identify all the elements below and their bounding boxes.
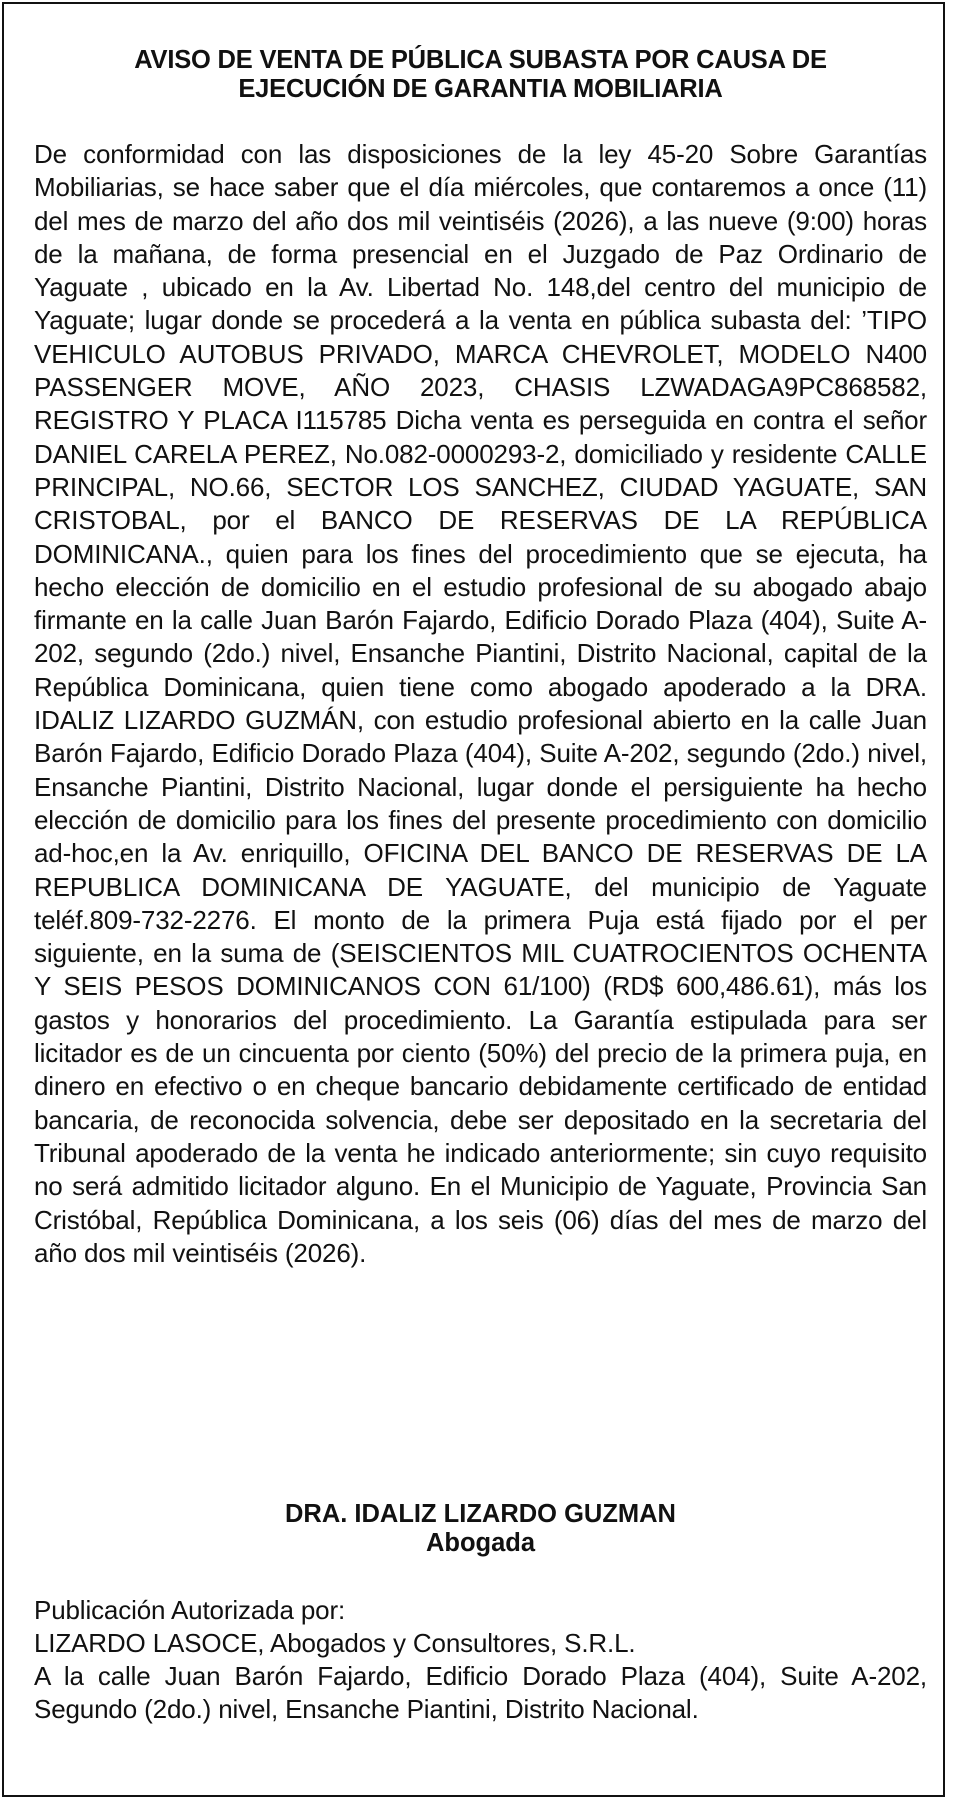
- signatory-name: DRA. IDALIZ LIZARDO GUZMAN: [285, 1500, 676, 1528]
- publication-block: [34, 1594, 927, 1726]
- notice-title: [34, 46, 927, 104]
- publication-label: Publicación Autorizada por:: [34, 1595, 346, 1625]
- notice-title-line-2: EJECUCIÓN DE GARANTIA MOBILIARIA: [238, 75, 723, 103]
- signature-block: [34, 1500, 927, 1558]
- signatory-role: Abogada: [425, 1529, 536, 1557]
- notice-body: De conformidad con las disposiciones de la ley 45-20 Sobre Garantías Mobiliarias, se hace saber que el día miércoles, que contaremos a once (11) del mes de marzo del año dos mil veintiséis (2026), a las nueve (9:00) horas de la mañana, de forma presencial en el Juzgado de Paz Ordinario de Yaguate , ubicado en la Av. Libertad No. 148,del centro del municipio de Yaguate; lugar donde se procederá a la venta en pública subasta del: ’TIPO VEHICULO AUTOBUS PRIVADO, MARCA CHEVROLET, MODELO N400 PASSENGER MOVE, AÑO 2023, CHASIS LZWADAGA9PC868582, REGISTRO Y PLACA I115785 Dicha venta es perseguida en contra el señor DANIEL CARELA PEREZ, No.082-0000293-2, domiciliado y residente CALLE PRINCIPAL, NO.66, SECTOR LOS SANCHEZ, CIUDAD YAGUATE, SAN CRISTOBAL, por el BANCO DE RESERVAS DE LA REPÚBLICA DOMINICANA., quien para los fines del procedimiento que se ejecuta, ha hecho elección de domicilio en el estudio profesional de su abogado abajo firmante en la calle Juan Barón Fajardo, Edificio Dorado Plaza (404), Suite A-202, segundo (2do.) nivel, Ensanche Piantini, Distrito Nacional, capital de la República Dominicana, quien tiene como abogado apoderado a la DRA. IDALIZ LIZARDO GUZMÁN, con estudio profesional abierto en la calle Juan Barón Fajardo, Edificio Dorado Plaza (404), Suite A-202, segundo (2do.) nivel, Ensanche Piantini, Distrito Nacional, lugar donde el persiguiente ha hecho elección de domicilio para los fines del presente procedimiento con domicilio ad-hoc,en la Av. enriquillo, OFICINA DEL BANCO DE RESERVAS DE LA REPUBLICA DOMINICANA DE YAGUATE, del municipio de Yaguate teléf.809-732-2276. El monto de la primera Puja está fijado por el per siguiente, en la suma de (SEISCIENTOS MIL CUATROCIENTOS OCHENTA Y SEIS PESOS DOMINICANOS CON 61/100) (RD$ 600,486.61), más los gastos y honorarios del procedimiento. La Garantía estipulada para ser licitador es de un cincuenta por ciento (50%) del precio de la primera puja, en dinero en efectivo o en cheque bancario debidamente certificado de entidad bancaria, de reconocida solvencia, debe ser depositado en la secretaria del Tribunal apoderado de la venta he indicado anteriormente; sin cuyo requisito no será admitido licitador alguno. En el Municipio de Yaguate, Provincia San Cristóbal, República Dominicana, a los seis (06) días del mes de marzo del año dos mil veintiséis (2026).: [34, 139, 927, 1268]
- publication-firm: LIZARDO LASOCE, Abogados y Consultores, S.R.L.: [34, 1628, 636, 1658]
- notice-title-line-1: AVISO DE VENTA DE PÚBLICA SUBASTA POR CAUSA DE: [134, 46, 827, 74]
- notice-frame: [2, 2, 945, 1797]
- publication-address: A la calle Juan Barón Fajardo, Edificio Dorado Plaza (404), Suite A-202, Segundo (2do.) nivel, Ensanche Piantini, Distrito Nacional.: [34, 1661, 927, 1724]
